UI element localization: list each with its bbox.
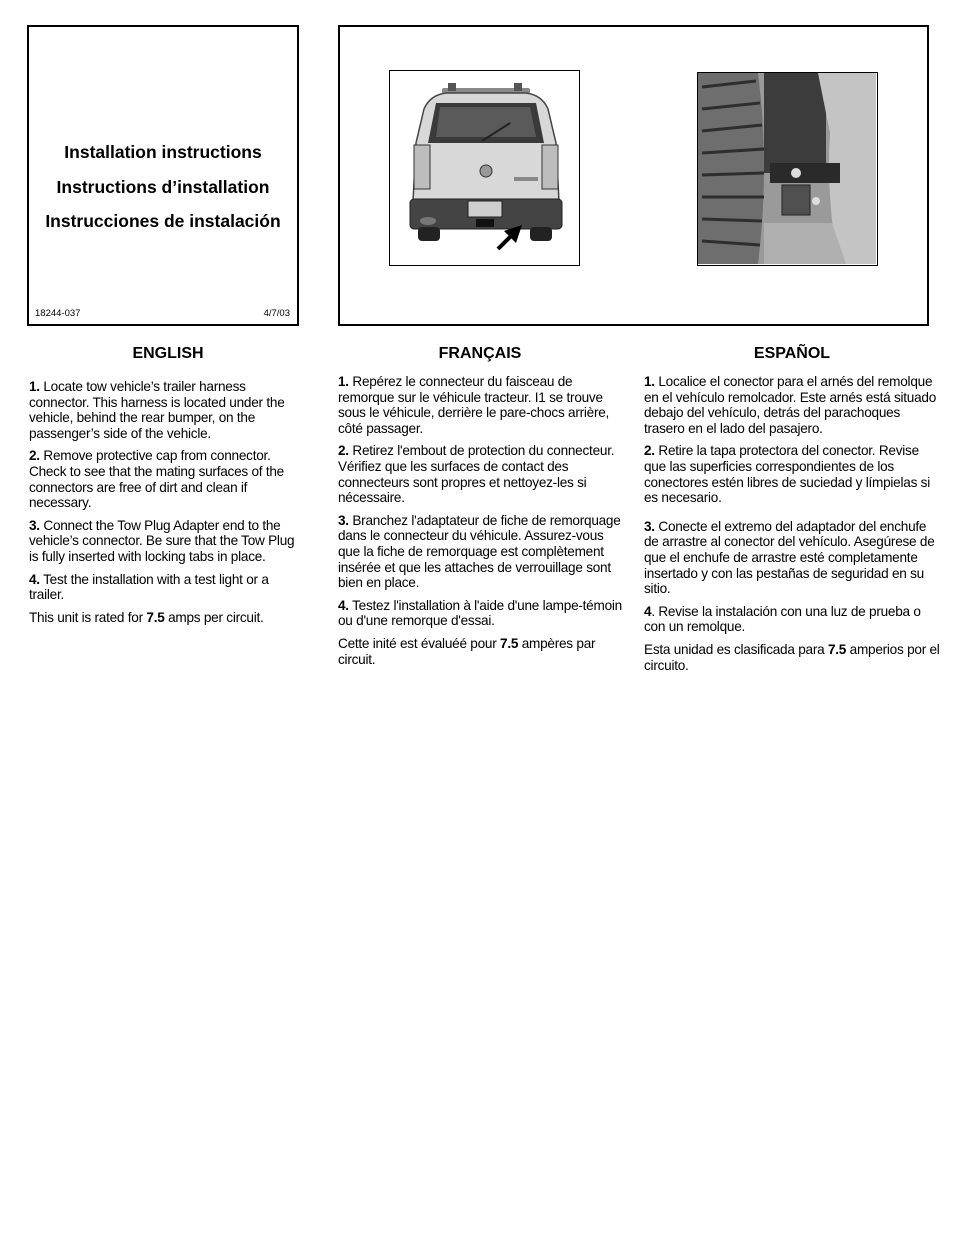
- step-number: 1.: [338, 374, 349, 389]
- step-number: 2.: [29, 448, 40, 464]
- rating-value: 7.5: [827, 641, 847, 657]
- step-number: 2.: [644, 443, 655, 459]
- step-number: 3.: [644, 518, 655, 534]
- spanish-heading: ESPAÑOL: [753, 345, 831, 362]
- french-step-3: [338, 513, 622, 591]
- french-step-4: [338, 598, 622, 629]
- part-number: 18244-037: [35, 308, 81, 319]
- photo-box: [338, 25, 929, 326]
- french-rating: [338, 636, 622, 667]
- step-number: 4.: [338, 597, 349, 613]
- rating-value: 7.5: [146, 609, 165, 625]
- english-section: [29, 343, 307, 632]
- title-english: Installation instructions: [64, 142, 262, 162]
- title-block: [29, 135, 297, 239]
- document-date: 4/7/03: [263, 308, 290, 319]
- vehicle-rear-photo: [389, 70, 580, 266]
- step-text: Testez l'installation à l'aide d'une lampe-témoin ou d'une remorque d'essai.: [338, 597, 622, 629]
- connector-closeup-photo: [697, 72, 878, 266]
- spanish-section: [644, 343, 940, 680]
- step-text: Repérez le connecteur du faisceau de remorque sur le véhicule tracteur. I1 se trouve sous le véhicule, derrière le pare-chocs arrière, côté passager.: [338, 374, 610, 436]
- step-text: Locate tow vehicle’s trailer harness connector. This harness is located under the vehicle, behind the rear bumper, on the passenger’s side of the vehicle.: [29, 379, 285, 441]
- english-step-4: [29, 572, 307, 603]
- step-number: 4: [644, 603, 652, 619]
- step-text: Conecte el extremo del adaptador del enchufe de arrastre al conector del vehículo. Asegúrese de que el enchufe de arrastre esté completamente insertado y con las pestañas de seguridad en su sitio.: [644, 518, 935, 597]
- english-step-3: [29, 518, 307, 565]
- english-rating: [29, 610, 307, 626]
- french-step-2: [338, 443, 622, 505]
- rating-value: 7.5: [500, 635, 519, 651]
- step-text: Retire la tapa protectora del conector. Revise que las superficies correspondientes de los conectores estén libres de suciedad y límpielas si es necesario.: [644, 443, 930, 506]
- step-text: . Revise la instalación con una luz de prueba o con un remolque.: [644, 603, 921, 635]
- spanish-step-1: [644, 374, 940, 436]
- french-section: [338, 343, 622, 674]
- spanish-step-2: [644, 443, 940, 505]
- spanish-rating: [644, 642, 940, 673]
- step-number: 3.: [338, 512, 349, 528]
- rating-text: amps per circuit.: [164, 609, 264, 625]
- rating-text: This unit is rated for: [29, 609, 147, 625]
- step-text: Retirez l'embout de protection du connecteur. Vérifiez que les surfaces de contact des connecteurs sont propres et nettoyez-les si nécessaire.: [338, 443, 615, 506]
- step-text: Connect the Tow Plug Adapter end to the vehicle’s connector. Be sure that the Tow Plug is fully inserted with locking tabs in place.: [29, 517, 295, 564]
- english-step-2: [29, 448, 307, 510]
- step-number: 1.: [644, 374, 655, 389]
- english-heading: ENGLISH: [132, 345, 204, 362]
- step-number: 2.: [338, 443, 349, 459]
- rating-text: ampères par circuit.: [338, 635, 596, 667]
- step-text: Test the installation with a test light or a trailer.: [29, 571, 269, 603]
- step-number: 1.: [29, 379, 40, 394]
- french-step-1: [338, 374, 622, 436]
- title-spanish: Instrucciones de instalación: [45, 211, 281, 231]
- step-text: Localice el conector para el arnés del remolque en el vehículo remolcador. Este arnés está situado debajo del vehículo, detrás del parachoques trasero en el lado del pasajero.: [644, 374, 937, 436]
- title-box: [27, 25, 299, 326]
- english-step-1: [29, 379, 307, 441]
- step-text: Remove protective cap from connector. Check to see that the mating surfaces of the connectors are free of dirt and clean if necessary.: [29, 448, 284, 511]
- spanish-step-4: [644, 604, 940, 635]
- rating-text: Cette inité est évaluéé pour: [338, 635, 501, 651]
- step-number: 3.: [29, 517, 40, 533]
- rating-text: amperios por el circuito.: [644, 641, 940, 673]
- step-text: Branchez l'adaptateur de fiche de remorquage dans le connecteur du véhicule. Assurez-vous que la fiche de remorquage est complètement insérée et que les attaches de verrouillage sont bien en place.: [338, 512, 621, 591]
- spanish-step-3: [644, 519, 940, 597]
- rating-text: Esta unidad es clasificada para: [644, 641, 828, 657]
- french-heading: FRANÇAIS: [438, 345, 522, 362]
- step-number: 4.: [29, 571, 40, 587]
- title-french: Instructions d’installation: [56, 176, 270, 197]
